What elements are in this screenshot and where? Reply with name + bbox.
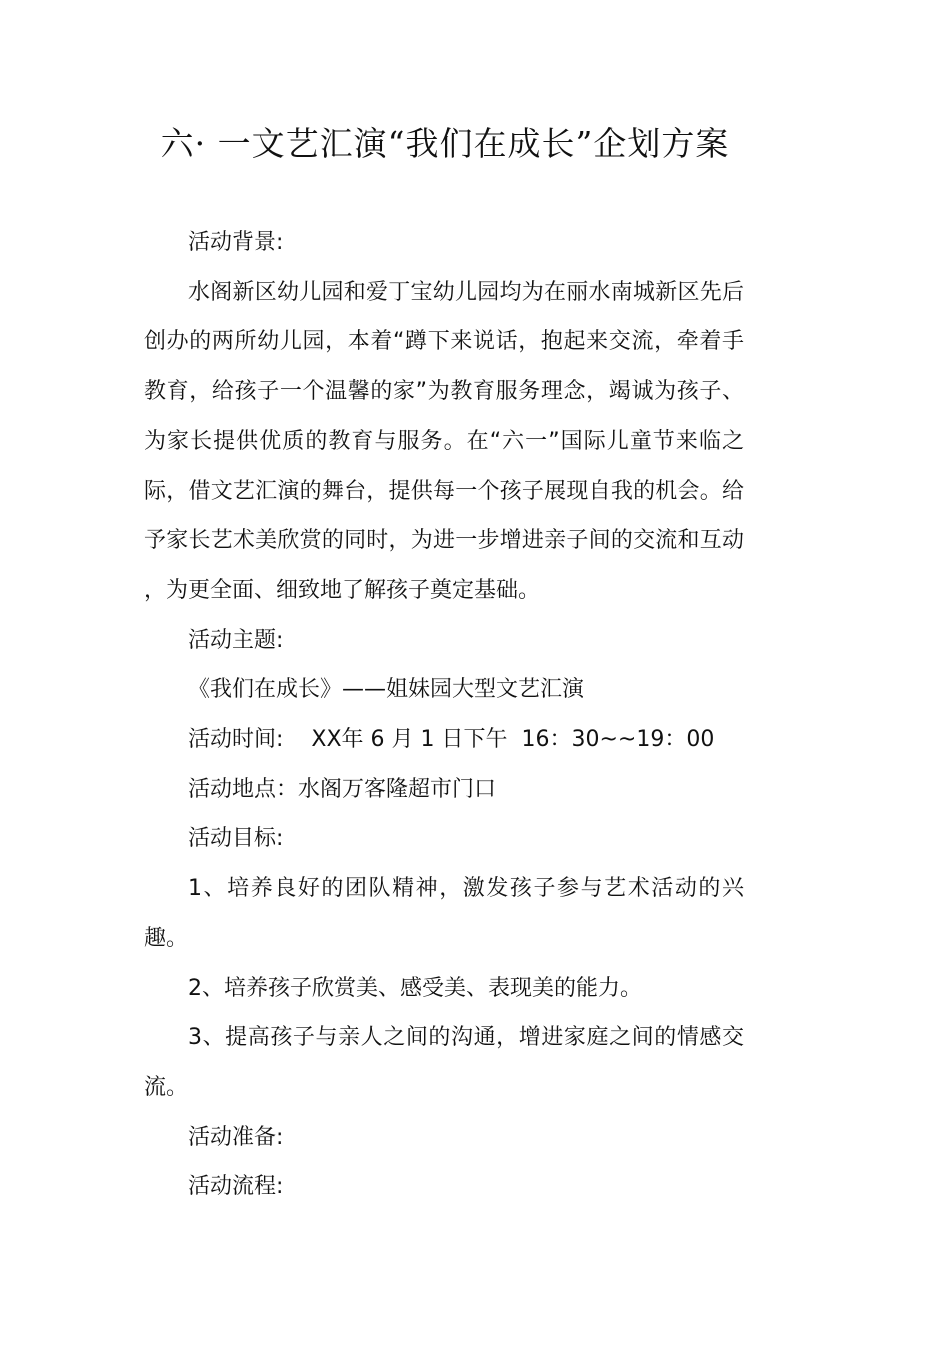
goal-item-3: 3、提高孩子与亲人之间的沟通，增进家庭之间的情感交流。 — [144, 1025, 744, 1100]
section-heading-theme: 活动主题: — [188, 627, 284, 653]
document-title: 六· 一文艺汇演“我们在成长”企划方案 — [160, 124, 730, 163]
section-heading-process: 活动流程: — [188, 1174, 284, 1200]
document-body — [144, 218, 744, 1212]
goal-item-2: 2、培养孩子欣赏美、感受美、表现美的能力。 — [188, 975, 642, 1001]
section-heading-background: 活动背景: — [188, 230, 284, 255]
goal-item-1: 1、培养良好的团队精神，激发孩子参与艺术活动的兴趣。 — [144, 876, 744, 951]
activity-time: 活动时间: XX年 6 月 1 日下午 16：30~~19：00 — [188, 727, 715, 753]
section-heading-preparation: 活动准备: — [188, 1124, 284, 1150]
theme-text: 《我们在成长》——姐妹园大型文艺汇演 — [188, 677, 585, 703]
section-heading-goals: 活动目标: — [188, 826, 284, 852]
activity-location: 活动地点：水阁万客隆超市门口 — [188, 776, 497, 802]
background-paragraph: 水阁新区幼儿园和爱丁宝幼儿园均为在丽水南城新区先后创办的两所幼儿园，本着“蹲下来说话，抱起来交流，牵着手教育，给孩子一个温馨的家”为教育服务理念，竭诚为孩子、为家长提供优质的教育与服务。在“六一”国际儿童节来临之际，借文艺汇演的舞台，提供每一个孩子展现自我的机会。给予家长艺术美欣赏的同时，为进一步增进亲子间的交流和互动 ，为更全面、细致地了解孩子奠定基础。 — [144, 279, 744, 603]
